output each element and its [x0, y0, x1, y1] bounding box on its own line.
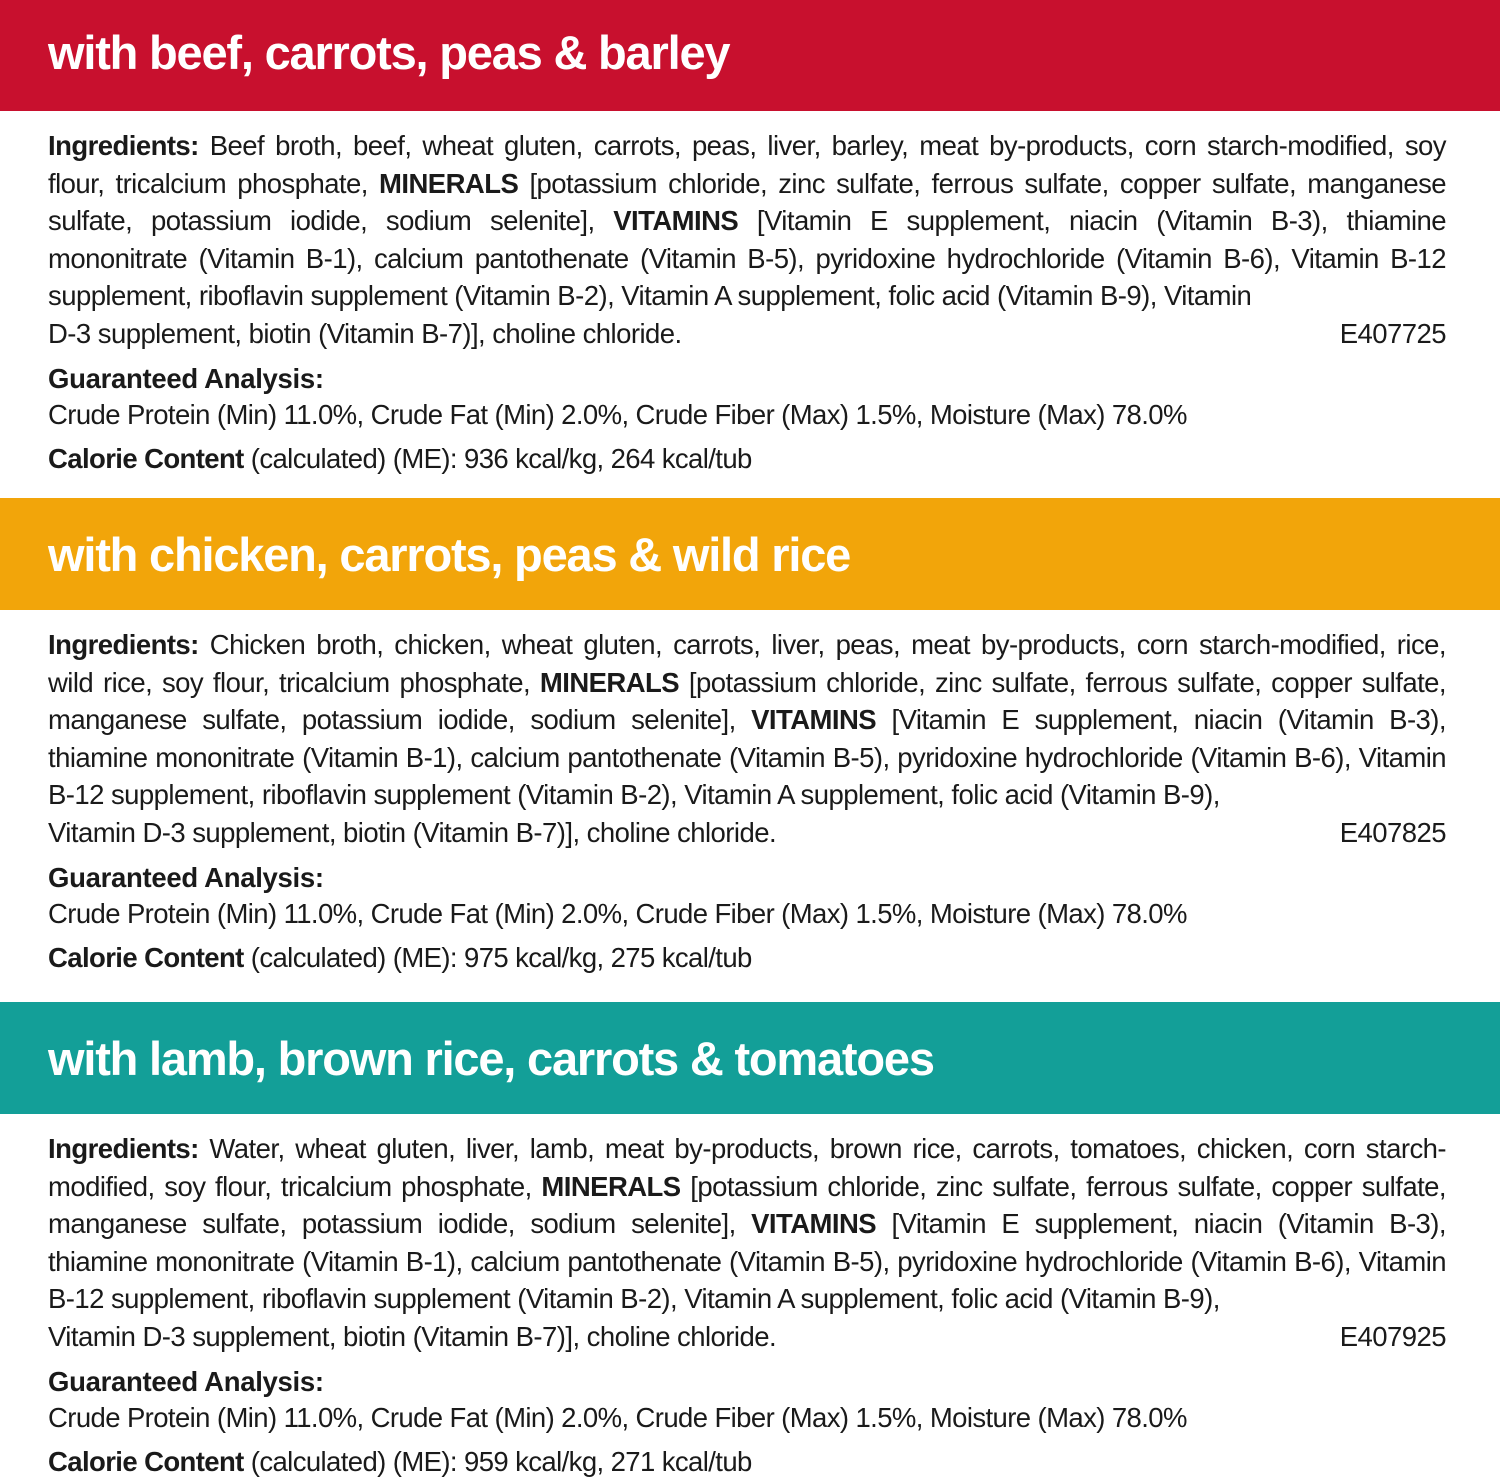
section-banner [0, 498, 1500, 610]
minerals-list: [potassium chloride, zinc sulfate, ferrous sulfate, copper sulfate, manganese sulfate, potassium iodide, sodium selenite], [48, 666, 1447, 736]
vitamins-label: VITAMINS [751, 1208, 877, 1240]
ingredients-last-line [48, 1318, 1446, 1356]
guaranteed-analysis-values: Crude Protein (Min) 11.0%, Crude Fat (Min) 2.0%, Crude Fiber (Max) 1.5%, Moisture (Max) 78.0% [48, 897, 1187, 929]
calorie-content [48, 1444, 1446, 1480]
ingredients-tail: D-3 supplement, biotin (Vitamin B-7)], choline chloride. [48, 317, 682, 349]
ingredients-last-line [48, 814, 1446, 852]
section-banner [0, 0, 1500, 111]
calorie-value: (calculated) (ME): 959 kcal/kg, 271 kcal/tub [250, 1445, 752, 1477]
calorie-label: Calorie Content [48, 442, 244, 474]
calorie-content [48, 940, 1446, 976]
calorie-value: (calculated) (ME): 975 kcal/kg, 275 kcal/tub [250, 941, 752, 973]
ingredients-list: Water, wheat gluten, liver, lamb, meat by-products, brown rice, carrots, tomatoes, chicken, corn starch-modified, soy flour, tricalcium phosphate, [48, 1133, 1446, 1202]
guaranteed-analysis-title: Guaranteed Analysis: [48, 861, 324, 893]
section-beef [0, 0, 1500, 477]
section-title: with lamb, brown rice, carrots & tomatoes [48, 1031, 934, 1085]
minerals-label: MINERALS [539, 666, 680, 698]
ingredients-text [48, 127, 1446, 315]
guaranteed-analysis-title: Guaranteed Analysis: [48, 362, 324, 394]
ingredients-list: Chicken broth, chicken, wheat gluten, carrots, liver, peas, meat by-products, corn starch-modified, rice, wild rice, soy flour, tricalcium phosphate, [48, 629, 1446, 698]
calorie-content [48, 441, 1446, 477]
vitamins-list: [Vitamin E supplement, niacin (Vitamin B-3), thiamine mononitrate (Vitamin B-1), calcium pantothenate (Vitamin B-5), pyridoxine hydrochloride (Vitamin B-6), Vitamin B-12 supplement, riboflavin supplement (Vitamin B-2), Vitamin A supplement, folic acid (Vitamin B-9), [48, 1208, 1446, 1315]
section-body [0, 610, 1500, 976]
ingredients-tail: Vitamin D-3 supplement, biotin (Vitamin B-7)], choline chloride. [48, 816, 777, 848]
section-banner [0, 1002, 1500, 1114]
section-body [0, 1114, 1500, 1480]
ingredients-last-line [48, 315, 1446, 353]
ingredients-text [48, 1130, 1446, 1318]
guaranteed-analysis-values: Crude Protein (Min) 11.0%, Crude Fat (Min) 2.0%, Crude Fiber (Max) 1.5%, Moisture (Max) 78.0% [48, 1401, 1187, 1433]
minerals-list: [potassium chloride, zinc sulfate, ferrous sulfate, copper sulfate, manganese sulfate, potassium iodide, sodium selenite], [48, 1170, 1447, 1240]
section-title: with beef, carrots, peas & barley [48, 26, 730, 79]
vitamins-label: VITAMINS [751, 704, 877, 736]
minerals-label: MINERALS [379, 167, 519, 199]
section-body [0, 111, 1500, 477]
section-chicken [0, 498, 1500, 976]
vitamins-list: [Vitamin E supplement, niacin (Vitamin B-3), thiamine mononitrate (Vitamin B-1), calcium pantothenate (Vitamin B-5), pyridoxine hydrochloride (Vitamin B-6), Vitamin B-12 supplement, riboflavin supplement (Vitamin B-2), Vitamin A supplement, folic acid (Vitamin B-9), Vitamin [48, 205, 1446, 312]
guaranteed-analysis-values: Crude Protein (Min) 11.0%, Crude Fat (Min) 2.0%, Crude Fiber (Max) 1.5%, Moisture (Max) 78.0% [48, 398, 1187, 430]
section-title: with chicken, carrots, peas & wild rice [48, 527, 851, 581]
calorie-label: Calorie Content [48, 1445, 244, 1477]
minerals-label: MINERALS [541, 1170, 681, 1202]
product-code: E407925 [1339, 1320, 1446, 1352]
calorie-label: Calorie Content [48, 941, 244, 973]
section-lamb [0, 1002, 1500, 1480]
vitamins-list: [Vitamin E supplement, niacin (Vitamin B-3), thiamine mononitrate (Vitamin B-1), calcium pantothenate (Vitamin B-5), pyridoxine hydrochloride (Vitamin B-6), Vitamin B-12 supplement, riboflavin supplement (Vitamin B-2), Vitamin A supplement, folic acid (Vitamin B-9), [48, 704, 1446, 811]
ingredients-label: Ingredients: [48, 130, 199, 161]
ingredients-label: Ingredients: [48, 629, 199, 660]
ingredients-tail: Vitamin D-3 supplement, biotin (Vitamin B-7)], choline chloride. [48, 1320, 777, 1352]
ingredients-list: Beef broth, beef, wheat gluten, carrots, peas, liver, barley, meat by-products, corn starch-modified, soy flour, tricalcium phosphate, [48, 130, 1446, 199]
ingredients-label: Ingredients: [48, 1133, 199, 1164]
calorie-value: (calculated) (ME): 936 kcal/kg, 264 kcal/tub [250, 442, 752, 474]
product-code: E407725 [1339, 317, 1446, 349]
guaranteed-analysis-title: Guaranteed Analysis: [48, 1365, 324, 1397]
minerals-list: [potassium chloride, zinc sulfate, ferrous sulfate, copper sulfate, manganese sulfate, potassium iodide, sodium selenite], [48, 167, 1447, 237]
ingredients-text [48, 626, 1446, 814]
product-code: E407825 [1339, 816, 1446, 848]
vitamins-label: VITAMINS [613, 205, 739, 237]
